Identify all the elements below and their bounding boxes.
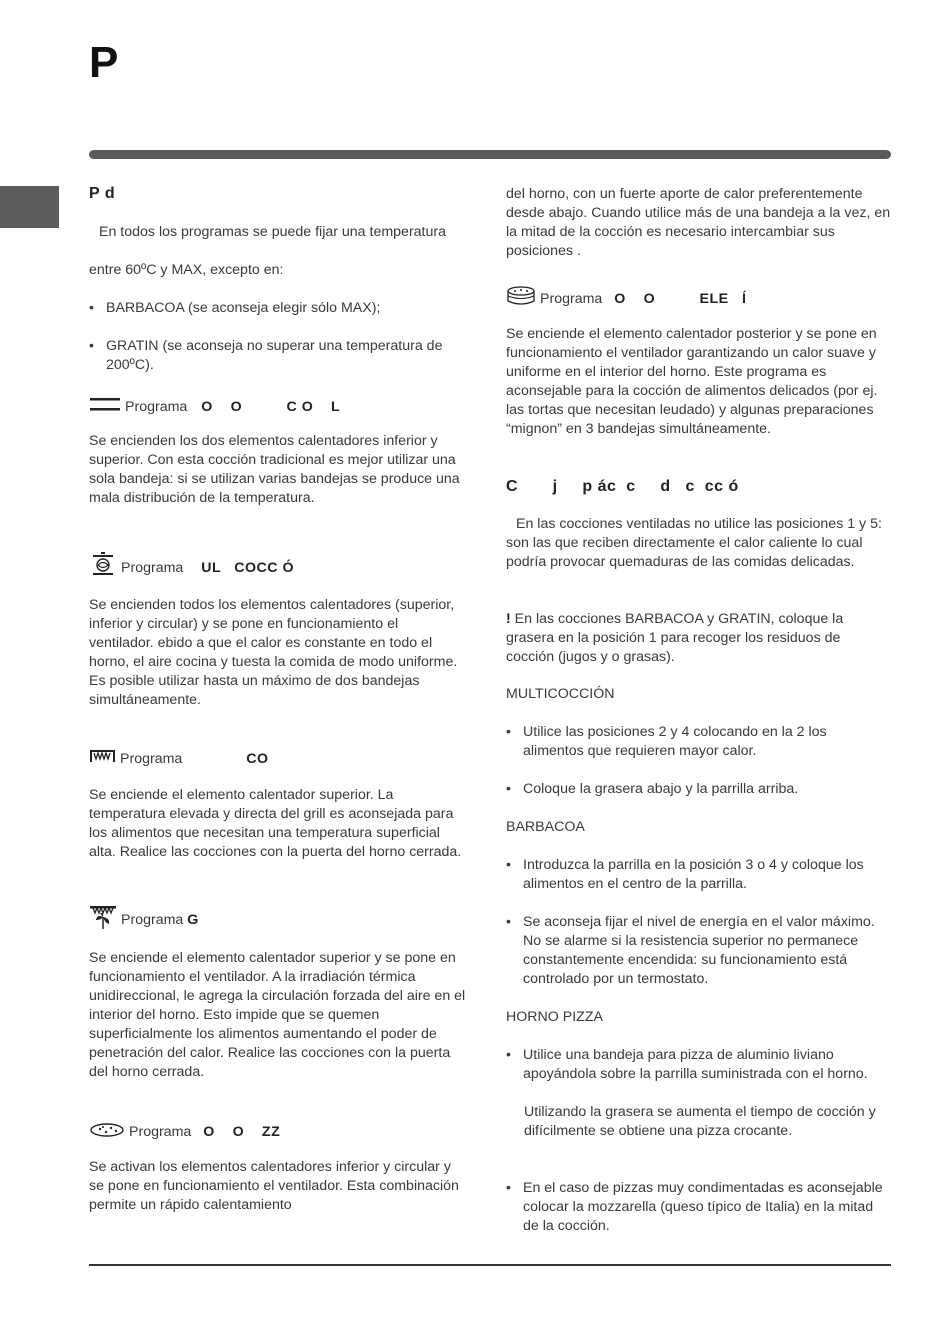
program-name: O O ZZ	[203, 1123, 281, 1140]
list-item-text: Coloque la grasera abajo y la parrilla arriba.	[523, 781, 799, 797]
footer-divider	[89, 1264, 891, 1266]
program-name: O O C O L	[201, 398, 341, 415]
program-description: Se encienden todos los elementos calentadores (superior, inferior y circular) y se pone en funcionamiento el ventilador. ebido a que el calor es constante en todo el horno, el aire cocina y tuesta la comida de modo uniforme. Es posible utilizar hasta un máximo de dos bandejas simultáneamente.	[89, 597, 458, 708]
warning-mark: !	[506, 611, 511, 627]
list-item: • En el caso de pizzas muy condimentadas es aconsejable colocar la mozzarella (queso típico de Italia) en la mitad de la cocción.	[506, 1180, 883, 1234]
list-item-text: GRATIN (se aconseja no superar una temperatura de 200ºC).	[106, 338, 443, 373]
program-description: Se enciende el elemento calentador posterior y se pone en funcionamiento el ventilador garantizando un calor suave y uniforme en el interior del horno. Este programa es aconsejable para la cocción de alimentos delicados (por ej. las tortas que necesitan leudado) y algunas preparaciones “mignon” en 3 bandejas simultáneamente.	[506, 326, 878, 437]
list-item-continued: Utilizando la grasera se aumenta el tiempo de cocción y difícilmente se obtiene una pizza crocante.	[524, 1104, 876, 1139]
list-item: • Utilice una bandeja para pizza de aluminio liviano apoyándola sobre la parrilla suministrada con el horno.	[506, 1047, 868, 1082]
program-description: Se encienden los dos elementos calentadores inferior y superior. Con esta cocción tradicional es mejor utilizar una sola bandeja: si se utilizan varias bandejas se produce una mala distribución de la temperatura.	[89, 433, 460, 506]
list-item-text: En el caso de pizzas muy condimentadas es aconsejable colocar la mozzarella (queso típico de Italia) en la mitad de la cocción.	[523, 1180, 883, 1234]
list-item: • GRATIN (se aconseja no superar una temperatura de 200ºC).	[89, 338, 443, 373]
subheading-multicooking: MULTICOCCIÓN	[506, 686, 615, 702]
grill-icon	[89, 748, 116, 770]
program-name: G	[187, 911, 199, 928]
program-label: Programa	[120, 750, 183, 767]
subheading-pizza: HORNO PIZZA	[506, 1009, 603, 1025]
list-item-text: Se aconseja fijar el nivel de energía en el valor máximo. No se alarme si la resistencia superior no permanece constantemente encendida: su funcionamiento está controlado por un termostato.	[523, 914, 875, 987]
multi-cooking-fan-icon	[89, 551, 117, 585]
program-heading	[89, 748, 466, 770]
program-heading	[89, 904, 466, 936]
list-item: • Utilice las posiciones 2 y 4 colocando en la 2 los alimentos que requieren mayor calor.	[506, 724, 827, 759]
advice-text: En las cocciones ventiladas no utilice las posiciones 1 y 5: son las que reciben directamente el calor caliente lo cual podría provocar quemaduras de las comidas delicadas.	[506, 516, 882, 570]
program-heading	[89, 1121, 466, 1143]
intro-text-range: entre 60ºC y MAX, excepto en:	[89, 262, 284, 278]
warning-body: En las cocciones BARBACOA y GRATIN, coloque la grasera en la posición 1 para recoger los residuos de cocción (jugos y o grasas).	[506, 611, 844, 665]
program-label: Programa	[540, 290, 603, 307]
section-title-programs: P d	[89, 185, 116, 202]
program-label: Programa	[129, 1123, 192, 1140]
program-description: Se enciende el elemento calentador superior y se pone en funcionamiento el ventilador. A la irradiación térmica unidireccional, le agrega la circulación forzada del aire en el interior del horno. Esto impide que se quemen superficialmente los alimentos aumentando el poder de penetración del calor. Realice las cocciones con la puerta del horno cerrada.	[89, 950, 466, 1080]
pastry-icon	[506, 285, 536, 313]
language-tab	[0, 186, 59, 228]
program-description: Se enciende el elemento calentador superior. La temperatura elevada y directa del grill es aconsejada para los alimentos que necesitan una temperatura superficial alta. Realice las cocciones con la puerta del horno cerrada.	[89, 787, 462, 860]
header-divider	[89, 150, 891, 159]
program-name: O O ELE Í	[614, 290, 747, 307]
program-heading	[89, 551, 466, 585]
list-item: • BARBACOA (se aconseja elegir sólo MAX);	[89, 300, 381, 316]
intro-text: En todos los programas se puede fijar una temperatura	[99, 224, 447, 240]
program-description: Se activan los elementos calentadores inferior y circular y se pone en funcionamiento el ventilador. Esta combinación permite un rápido calentamiento	[89, 1159, 459, 1213]
program-heading	[506, 285, 891, 313]
program-name: UL COCC Ó	[201, 559, 295, 576]
pizza-icon	[89, 1121, 125, 1143]
list-item-text: Utilice las posiciones 2 y 4 colocando en la 2 los alimentos que requieren mayor calor.	[523, 724, 827, 759]
program-description-continued: del horno, con un fuerte aporte de calor preferentemente desde abajo. Cuando utilice más de una bandeja a la vez, en la mitad de la cocción es necesario intercambiar sus posiciones .	[506, 186, 891, 259]
program-label: Programa	[121, 559, 184, 576]
warning-text	[506, 610, 891, 667]
list-item: • Se aconseja fijar el nivel de energía en el valor máximo. No se alarme si la resistencia superior no permanece constantemente encendida: su funcionamiento está controlado por un termostato.	[506, 914, 875, 987]
list-item: • Introduzca la parrilla en la posición 3 o 4 y coloque los alimentos en el centro de la parrilla.	[506, 857, 864, 892]
program-heading	[89, 395, 466, 419]
list-item-text: Introduzca la parrilla en la posición 3 o 4 y coloque los alimentos en el centro de la parrilla.	[523, 857, 864, 892]
list-item: • Coloque la grasera abajo y la parrilla arriba.	[506, 781, 799, 797]
top-bottom-heat-icon	[89, 395, 121, 419]
program-label: Programa	[121, 911, 184, 928]
program-name: CO	[246, 750, 269, 767]
gratin-fan-grill-icon	[89, 904, 117, 936]
list-item-text: Utilice una bandeja para pizza de aluminio liviano apoyándola sobre la parrilla suministrada con el horno.	[523, 1047, 868, 1082]
section-title-advice: C j p ác c d c cc ó	[506, 478, 739, 495]
program-label: Programa	[125, 398, 188, 415]
subheading-barbecue: BARBACOA	[506, 819, 585, 835]
list-item-text: BARBACOA (se aconseja elegir sólo MAX);	[106, 300, 381, 316]
page-title-letter: P	[89, 38, 119, 87]
